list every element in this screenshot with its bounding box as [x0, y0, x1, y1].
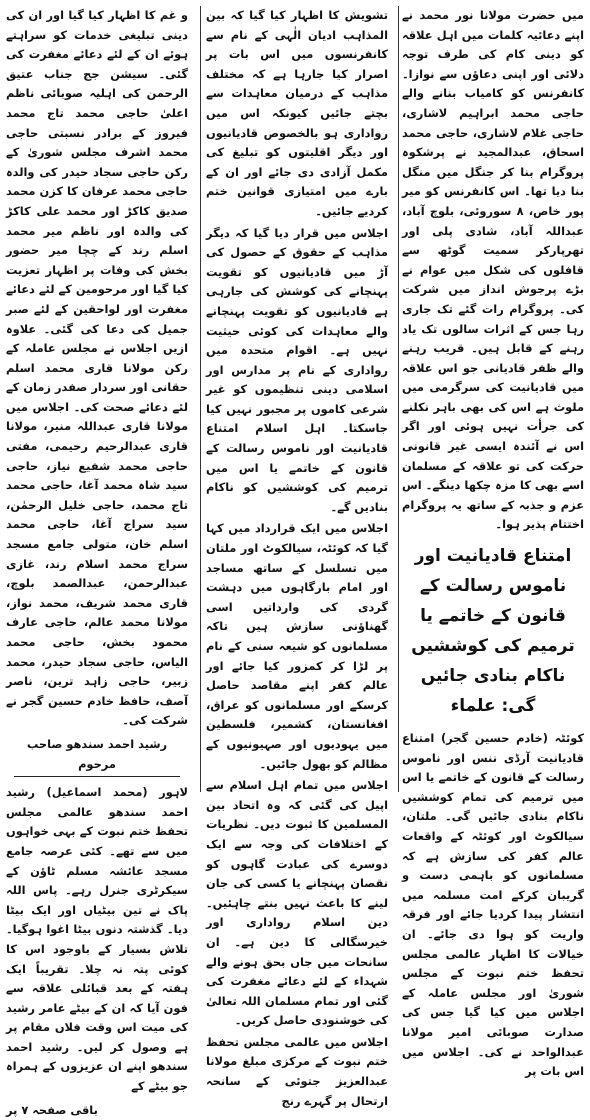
article-paragraph: اجلاس میں قرار دیا گیا کہ دیگر مذاہب کے حقوق کے حصول کی آڑ میں قادیانیوں کو تقویت پہنچانے کی کوشش کی جارہی ہے قادیانیوں کو تقویت پہنچانے والے معاہدات کی کوئی حیثیت نہیں ہے۔ اقوام متحدہ میں رواداری کے نام پر مدارس اور اسلامی دینی تنظیموں کو غیر شرعی کاموں پر مجبور نہیں کیا جاسکتا۔ اہل اسلام امتناع قادیانیت اور ناموس رسالت کے قانون کے خاتمے یا اس میں ترمیم کی کوششیں کو ناکام بنادیں گے۔	[206, 225, 388, 514]
article-headline: امتناع قادیانیت اور ناموس رسالت کے قانون کے خاتمے یا ترمیم کی کوششیں ناکام بنادی جائیں گی: علماء	[411, 546, 575, 717]
article-intro-text: میں حضرت مولانا نور محمد نے اپنے دعائیہ کلمات میں اہل علاقہ کو دینی کام کی طرف توجہ دلائی اور اپنی دعاؤں سے نوازا۔ کانفرنس کو کامیاب بنانے والے حاجی محمد ابراہیم لاشاری، حاجی غلام لاشاری، حاجی محمد اسحاق، عبدالمجید نے پرشکوہ پروگرام بنا کر جنگل میں منگل بنا دیا تھا۔ اس کانفرنس کو میر پور خاص، ۸ سوروئی، بلوچ آباد، عبداللہ آباد، شادی پلی اور تھرپارکر سمیت گوٹھ سے قافلوں کی شکل میں عوام نے بڑے پرجوش انداز میں شرکت کی۔ پروگرام رات گئے تک جاری رہا جس کے اثرات سالوں تک یاد رہنے کے قابل ہیں۔ قریب رہنے والے ظفر قادیانی جو اس علاقہ میں قادیانیت کی سرگرمی میں ملوث ہے اس کی بھی باہر نکلنے کی جرأت نہیں ہوئی اور اگر اس نے آئندہ ایسی غیر قانونی حرکت کی تو علاقہ کے مسلمان اسے بھی کا مزہ چکھا دینگے۔ اس عزم و جذبہ کے ساتھ یہ پروگرام اختتام پذیر ہوا۔	[402, 8, 584, 532]
article-body-text: کوئٹہ (خادم حسین گجر) امتناع قادیانیت آرڈی ننس اور ناموس رسالت کے قانون کے خاتمے یا اس میں ترمیم کی تمام کوششیں ناکام بنادی جائیں گی۔ ملتان، سیالکوٹ اور کوئٹہ کے واقعات عالم کفر کی سازش ہے کہ مسلمانوں کو باہمی دست و گریبان کرکے امت مسلمہ میں انتشار پیدا کردیا جائے اور فرقہ واریت کو ہوا دی جائے۔ ان خیالات کا اظہار عالمی مجلس تحفظ ختم نبوت کے مجلس شوریٰ اور مجلس عاملہ کے اجلاس میں کیا گیا جس کی صدارت صوبائی امیر مولانا عبدالواحد نے کی۔ اجلاس میں اس بات پر	[402, 731, 584, 1079]
article-paragraph: اجلاس میں ایک قرارداد میں کہا گیا کہ کوئٹہ، سیالکوٹ اور ملتان میں تسلسل کے ساتھ مساجد اور امام بارگاہوں میں دہشت گردی کی وارداتیں اسی گھناؤنی سازش ہیں تاکہ مسلمانوں کو شیعہ سنی کے نام پر لڑا کر کمزور کیا جائے اور عالم کفر اپنے مقاصد حاصل کرسکے اور مسلمانوں کو عراق، افغانستان، کشمیر، فلسطین میں یہودیوں اور صہیونیوں کے مظالم کو بھول جائیں۔	[206, 521, 388, 771]
column-middle	[206, 6, 388, 1108]
article-paragraph: اجلاس میں تمام اہل اسلام سے اپیل کی گئی کہ وہ اتحاد بین المسلمین کا ثبوت دیں۔ نظریات کے اختلافات کی وجہ سے ایک دوسرے کی عبادت گاہوں کو نقصان پہنچانے یا کسی کی جان لینے کا باعث نہیں بنتے چاہئیں۔ دین اسلام رواداری اور خیرسگالی کا دین ہے۔ ان سانحات میں جاں بحق ہونے والے شہداء کے لئے دعائے مغفرت کی گئی اور تمام مسلمان اللہ تعالیٰ کی خوشنودی حاصل کریں۔	[206, 778, 388, 1028]
column-divider	[200, 6, 201, 792]
column-left	[6, 6, 188, 1117]
article-paragraph: تشویش کا اظہار کیا گیا کہ بین المذاہب ادیان الٰہی کے نام سے کانفرنسوں میں اس بات پر اصرار کیا جارہا ہے کہ مختلف مذاہب کے درمیان معاہدات سے بچتے جائیں کیونکہ اس میں رواداری ہو بالخصوص قادیانیوں اور دیگر اقلیتوں کو تبلیغ کی مکمل آزادی دی جائے اور ان کے بارے میں امتیازی قوانین ختم کردیے جائیں۔	[206, 8, 388, 218]
article-paragraph: اجلاس میں عالمی مجلس تحفظ ختم نبوت کے مرکزی مبلغ مولانا عبدالعزیز جتوئی کے سانحہ ارتحال پر گہرے رنج	[206, 1034, 388, 1108]
obituary-heading: رشید احمد سندھو صاحب مرحوم	[14, 735, 180, 777]
article-paragraph: و غم کا اظہار کیا گیا اور ان کی دینی تبلیغی خدمات کو سراہتے ہوئے ان کے لئے دعائے مغفرت کی گئی۔ سیشن جج جناب عتیق الرحمن کی اہلیہ صوبائی ناظم اعلیٰ حاجی محمد تاج محمد فیروز کے برادر نسبتی حاجی محمد اشرف مجلس شوریٰ کے رکن حاجی سجاد حیدر کی والدہ حاجی محمد عرفان کا کزن محمد صدیق کاکڑ اور محمد علی کاکڑ کی والدہ اور ناظم میر محمد اسلم رند کے چچا میر حضور بخش کی وفات پر اظہار تعزیت کیا گیا اور مرحومین کے لئے دعائے مغفرت اور لواحقین کے لئے صبر جمیل کی دعا کی گئی۔ علاوہ ازیں اجلاس نے مجلس عاملہ کے رکن مولانا قاری محمد اسلم حقانی اور سردار صفدر زمان کے لئے دعائے صحت کی۔ اجلاس میں مولانا قاری عبداللہ منیر، مولانا قاری عبدالرحیم رحیمی، مفتی حاجی محمد شفیع نیاز، حاجی سید شاہ محمد آغا، حاجی محمد تاج محمد، حاجی خلیل الرحمٰن، سید سراج آغا، حاجی محمد اسلم خان، متولی جامع مسجد سراج محمد اسلام رند، غازی عبدالرحمن، عبدالصمد بلوچ، قاری محمد شریف، محمد نواز، مولانا محمد عالم، حاجی عارف محمود بخش، حاجی محمد الیاس، حاجی سجاد حیدر، محمد زبیر، حاجی زاہد ترین، ناصر آصف، حافظ خادم حسین گجر نے شرکت کی۔	[6, 8, 188, 728]
obituary-text: لاہور (محمد اسماعیل) رشید احمد سندھو عالمی مجلس تحفظ ختم نبوت کے بہی خواہوں میں سے تھے۔ کئی عرصہ جامع مسجد عائشہ مسلم ٹاؤن کے سیکرٹری جنرل رہے۔ پاس اللہ پاک نے تین بیٹیاں اور ایک بیٹا دیا۔ گذشتہ دنوں بیٹا اغوا ہوگیا۔ تلاش بسیار کے باوجود اس کا کوئی پتہ نہ چلا۔ تقریباً ایک ہفتہ کے بعد قبائلی علاقہ سے فون آیا کہ ان کے بیٹے عامر رشید کی میت اس وقت فلاں مقام پر ہے وصول کر لیں۔ رشید احمد سندھو اپنے ان عزیزوں کے ہمراہ جو بیٹے کے	[6, 785, 188, 1094]
column-right	[402, 6, 584, 1079]
continued-on-page: باقی صفحہ ۷ پر	[6, 1102, 98, 1117]
column-divider	[398, 6, 399, 792]
